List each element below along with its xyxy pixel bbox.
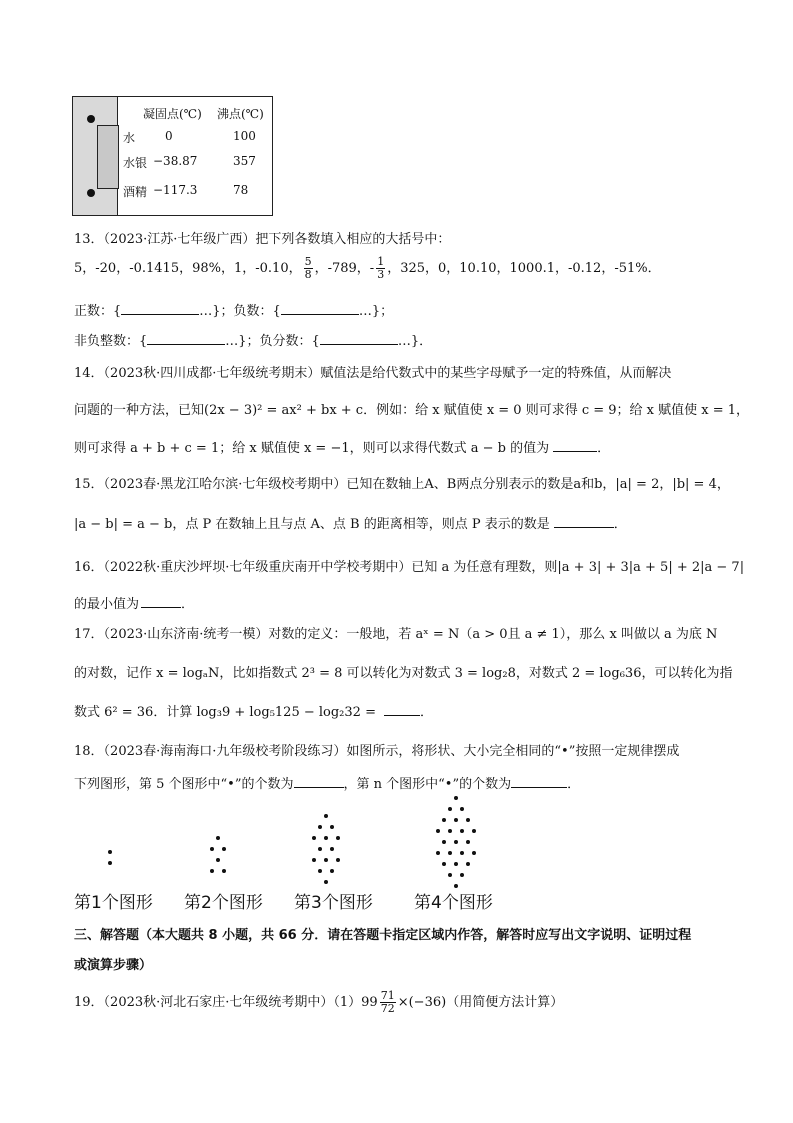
q17-end: ． — [419, 705, 433, 720]
row-mercury-name: 水银 — [123, 156, 148, 170]
negative-end: …}； — [358, 304, 394, 319]
pattern-dot — [324, 880, 328, 884]
pattern-dot — [222, 847, 226, 851]
pattern-dot — [472, 851, 476, 855]
pattern-dot — [460, 851, 464, 855]
q15-answer-blank[interactable] — [554, 515, 614, 528]
q17-line-1: 17．（2023·山东济南·统考一模）对数的定义：一般地，若 aˣ = N（a > 0且 a ≠ 1），那么 x 叫做以 a 为底 N — [74, 627, 718, 642]
q15-line-2-text: |a − b| = a − b，点 P 在数轴上且与点 A、点 B 的距离相等，则点 P 表示的数是 — [74, 517, 550, 532]
q16-end: ． — [181, 597, 195, 612]
pattern-dot — [336, 836, 340, 840]
row-alcohol-freeze: −117.3 — [153, 183, 198, 197]
pattern-dot — [448, 807, 452, 811]
pattern-dot — [324, 858, 328, 862]
q18-text-b: ，第 n 个图形中“•”的个数为 — [343, 777, 512, 792]
q15-line-2 — [74, 513, 627, 532]
header-freeze: 凝固点(℃) — [143, 107, 202, 121]
q16-answer-blank[interactable] — [141, 595, 181, 608]
q13-positive-negative-line — [74, 300, 393, 319]
q18-line-2 — [74, 773, 580, 792]
row-water-boil: 100 — [233, 129, 256, 143]
negative-label: …}；负数：{ — [199, 304, 281, 319]
pattern-dot — [454, 862, 458, 866]
q13-nums-a: 5，-20，-0.1415，98%，1，-0.10， — [74, 261, 302, 276]
pattern-dot — [210, 847, 214, 851]
pattern-dot — [436, 829, 440, 833]
section3-heading-line-1: 三、解答题（本大题共 8 小题，共 66 分．请在答题卡指定区域内作答，解答时应写出文字说明、证明过程 — [74, 928, 692, 943]
nonneg-integer-label: 非负整数：{ — [74, 334, 148, 349]
q14-line-3 — [74, 437, 610, 456]
q17-line-3 — [74, 701, 433, 720]
q13-numbers — [74, 256, 661, 281]
q15-line-1: 15．（2023春·黑龙江哈尔滨·七年级校考期中）已知在数轴上A、B两点分别表示的数是a和b，|a| = 2，|b| = 4， — [74, 477, 730, 492]
pattern-dot — [454, 840, 458, 844]
q13-nums-b: ，-789，- — [314, 261, 375, 276]
row-mercury-freeze: −38.87 — [153, 154, 198, 168]
q13-title: 13．（2023·江苏·七年级广西）把下列各数填入相应的大括号中： — [74, 232, 451, 247]
pattern-dot — [318, 869, 322, 873]
pattern-dot — [108, 850, 112, 854]
neg-fraction-label: …}；负分数：{ — [225, 334, 320, 349]
thermometer-table-figure — [72, 96, 273, 216]
negative-blank[interactable] — [281, 302, 359, 315]
pattern-dot — [330, 847, 334, 851]
pattern-dot — [448, 851, 452, 855]
pattern-dot — [324, 836, 328, 840]
q17-answer-blank[interactable] — [384, 703, 420, 716]
q13-nums-c: ，325，0，10.10，1000.1，-0.12，-51%． — [387, 261, 661, 276]
pattern-dot — [312, 858, 316, 862]
pattern-dot — [216, 858, 220, 862]
row-mercury-boil: 357 — [233, 154, 256, 168]
row-water-name: 水 — [123, 131, 136, 145]
q18-blank-5th[interactable] — [294, 775, 344, 788]
pattern-dot — [460, 829, 464, 833]
pattern-dot — [442, 840, 446, 844]
thermometer-bottom-dot — [87, 189, 95, 197]
pattern-dot — [216, 836, 220, 840]
pattern-dot — [442, 862, 446, 866]
section3-heading-line-2: 或演算步骤） — [74, 958, 153, 973]
nonneg-integer-blank[interactable] — [147, 332, 225, 345]
q19-line — [74, 990, 563, 1015]
thermometer-tube — [97, 125, 119, 189]
q18-line-1: 18．（2023春·海南海口·九年级校考阶段练习）如图所示，将形状、大小完全相同的“•”按照一定规律摆成 — [74, 744, 680, 759]
header-boil: 沸点(℃) — [217, 107, 264, 121]
pattern-dot — [442, 818, 446, 822]
q17-line-3-text: 数式 6² = 36．计算 log₃9 + log₅125 − log₂32 = — [74, 705, 376, 720]
q13-nonneg-negfrac-line — [74, 330, 432, 349]
pattern-dot — [466, 840, 470, 844]
q14-line-3-text: 则可求得 a + b + c = 1；给 x 赋值使 x = −1，则可以求得代数式 a − b 的值为 — [74, 441, 550, 456]
caption-figure-4: 第4个图形 — [414, 893, 493, 913]
q19-suffix: ×(−36)（用简便方法计算） — [397, 995, 564, 1010]
pattern-dot — [330, 869, 334, 873]
q16-line-1: 16．（2022秋·重庆沙坪坝·七年级重庆南开中学校考期中）已知 a 为任意有理数，则|a + 3| + 3|a + 5| + 2|a − 7| — [74, 560, 745, 575]
q19-prefix: 19．（2023秋·河北石家庄·七年级统考期中）（1）99 — [74, 995, 378, 1010]
positive-label: 正数：{ — [74, 304, 122, 319]
q18-text-a: 下列图形，第 5 个图形中“•”的个数为 — [74, 777, 294, 792]
q13-frac-1-3: $\frac{1}{3}$ — [377, 255, 385, 281]
q16-line-2 — [74, 593, 194, 612]
q14-line-2: 问题的一种方法，已知(2x − 3)² = ax² + bx + c．例如：给 x 赋值使 x = 0 则可求得 c = 9；给 x 赋值使 x = 1， — [74, 403, 750, 418]
q19-fraction: $\frac{71}{72}$ — [380, 989, 395, 1015]
q13-frac-5-8: $\frac{5}{8}$ — [304, 255, 312, 281]
neg-fraction-blank[interactable] — [320, 332, 398, 345]
row-alcohol-boil: 78 — [233, 183, 249, 197]
q15-end: ． — [613, 517, 627, 532]
q17-line-2: 的对数，记作 x = logₐN，比如指数式 2³ = 8 可以转化为对数式 3 = log₂8，对数式 2 = log₆36，可以转化为指 — [74, 666, 733, 681]
caption-figure-3: 第3个图形 — [294, 893, 373, 913]
q14-answer-blank[interactable] — [553, 439, 597, 452]
pattern-dot — [330, 825, 334, 829]
pattern-dot — [460, 807, 464, 811]
row-water-freeze: 0 — [165, 129, 173, 143]
pattern-dot — [448, 873, 452, 877]
pattern-dot — [472, 829, 476, 833]
row-alcohol-name: 酒精 — [123, 185, 148, 199]
q18-blank-nth[interactable] — [511, 775, 567, 788]
pattern-dot — [108, 861, 112, 865]
pattern-dot — [454, 796, 458, 800]
pattern-dot — [318, 825, 322, 829]
pattern-dot — [222, 869, 226, 873]
q14-line-1: 14．（2023秋·四川成都·七年级统考期末）赋值法是给代数式中的某些字母赋予一定的特殊值，从而解决 — [74, 366, 672, 381]
positive-blank[interactable] — [121, 302, 199, 315]
q18-end: ． — [567, 777, 581, 792]
pattern-dot — [460, 873, 464, 877]
pattern-dot — [454, 818, 458, 822]
pattern-dot — [318, 847, 322, 851]
pattern-dot — [324, 814, 328, 818]
pattern-dot — [436, 851, 440, 855]
thermometer-top-dot — [87, 115, 95, 123]
caption-figure-1: 第1个图形 — [74, 893, 153, 913]
pattern-dot — [312, 836, 316, 840]
pattern-dot — [336, 858, 340, 862]
pattern-dot — [210, 869, 214, 873]
pattern-dot — [466, 862, 470, 866]
caption-figure-2: 第2个图形 — [184, 893, 263, 913]
pattern-dot — [448, 829, 452, 833]
q16-line-2-text: 的最小值为 — [74, 597, 140, 612]
neg-fraction-end: …}． — [397, 334, 433, 349]
q14-end: ． — [597, 441, 611, 456]
pattern-dot — [466, 818, 470, 822]
